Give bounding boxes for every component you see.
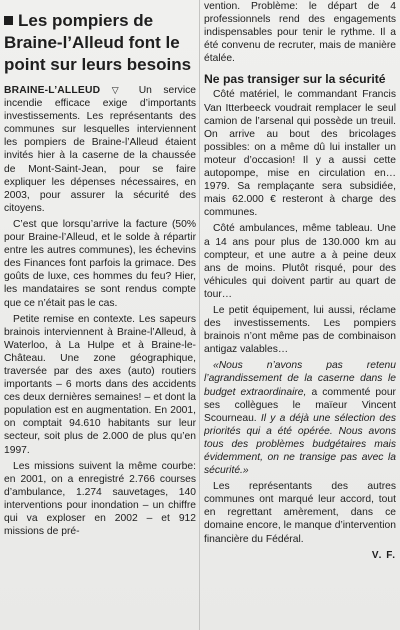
body-paragraph: Le petit équipement, lui aussi, réclame des investissements. Les pompiers brainois n’ont même pas de combinaison antigaz valables… — [204, 304, 396, 356]
quote-attribution: a commenté pour ses collègues le maïeur Vincent Scourneau. — [204, 386, 396, 424]
quote-text: «Nous n’avons pas retenu l’agrandissement de la caserne dans le budget extraordinaire, — [204, 360, 396, 398]
column-divider — [199, 0, 200, 630]
right-column — [204, 0, 396, 630]
headline-text: Les pompiers de Braine-l’Alleud font le point sur leurs besoins — [4, 11, 192, 74]
author-signature: V. F. — [371, 549, 396, 561]
left-column — [4, 0, 196, 630]
headline — [4, 10, 196, 76]
dateline-place: BRAINE-L’ALLEUD — [4, 85, 101, 96]
headline-bullet-icon — [4, 16, 13, 25]
closing-paragraph: Les représentants des autres communes ont marqué leur accord, tout en regrettant amèrement, dans ce domaine encore, le manque d’intervention financière du Fédéral. — [204, 481, 396, 545]
quote-paragraph — [204, 359, 396, 477]
body-paragraph: Les missions suivent la même courbe: en 2001, on a enregistré 2.766 courses d’ambulance, 1.274 sauvetages, 140 interventions pour inondation – un chiffre qui va exploser en 2002 – et 912 missions de pré- — [4, 460, 196, 538]
body-paragraph: C’est que lorsqu’arrive la facture (50% pour Braine-l’Alleud, et le solde à répartir entre les autres communes), les échevins des Finances font parfois la grimace. Des goûts de luxe, ces hommes du feu? Hier, les mandataires se sont rendus compte que ce n’était pas le cas. — [4, 218, 196, 309]
body-paragraph: Côté ambulances, même tableau. Une a 14 ans pour plus de 130.000 km au compteur, et une autre a à peine deux ans de moins. Plutôt risqué, pour des véhicules qui doivent partir au quart de tour… — [204, 223, 396, 300]
continuation-paragraph: vention. Problème: le départ de 4 professionnels rend des engagements indispensables pour tenir le rythme. Il a été convenu de recruter, mais de manière étalée. — [204, 1, 396, 65]
quote-text-continued: Il y a déjà une sélection des priorités qui a été opérée. Nous avons tous des problèmes budgétaires mais évidemment, on ne transige pas avec la sécurité.» — [204, 412, 396, 477]
body-paragraph: Côté matériel, le commandant Francis Van Itterbeeck voudrait remplacer le seul camion de l’arsenal qui possède un treuil. On arrive au bout des bricolages possibles: on a même dû lui installer un moteur d’occasion! Il y a aussi cette autopompe, mise en circulation en… 1979. Sa remplaçante sera subsidiée, mais 62.000 € resteront à charge des communes. — [204, 89, 396, 219]
dateline-triangle-icon: ▽ — [111, 85, 128, 95]
lead-paragraph — [4, 84, 196, 215]
body-paragraph: Petite remise en contexte. Les sapeurs brainois interviennent à Braine-l’Alleud, à Waterloo, à La Hulpe et à Braine-le-Château. Une zone géographique, traversée par des axes (auto) routiers importants – 6 morts dans des accidents ces deux dernières semaines! – et dont la population est en augmentation. En 2001, on comptait 94.610 habitants sur leur secteur, soit plus de 2.000 de plus qu’en 1997. — [4, 313, 196, 456]
subheading: Ne pas transiger sur la sécurité — [204, 72, 386, 87]
lead-text: Un service incendie efficace exige d’importants investissements. Les représentants des communes sur lesquelles interviennent les pompiers de Braine-l’Alleud étaient invités hier à la caserne de la chaussée de Mont-Saint-Jean, pour se faire expliquer les dépenses nécessaires, en 2003, pour assurer la sécurité des citoyens. — [4, 85, 196, 214]
